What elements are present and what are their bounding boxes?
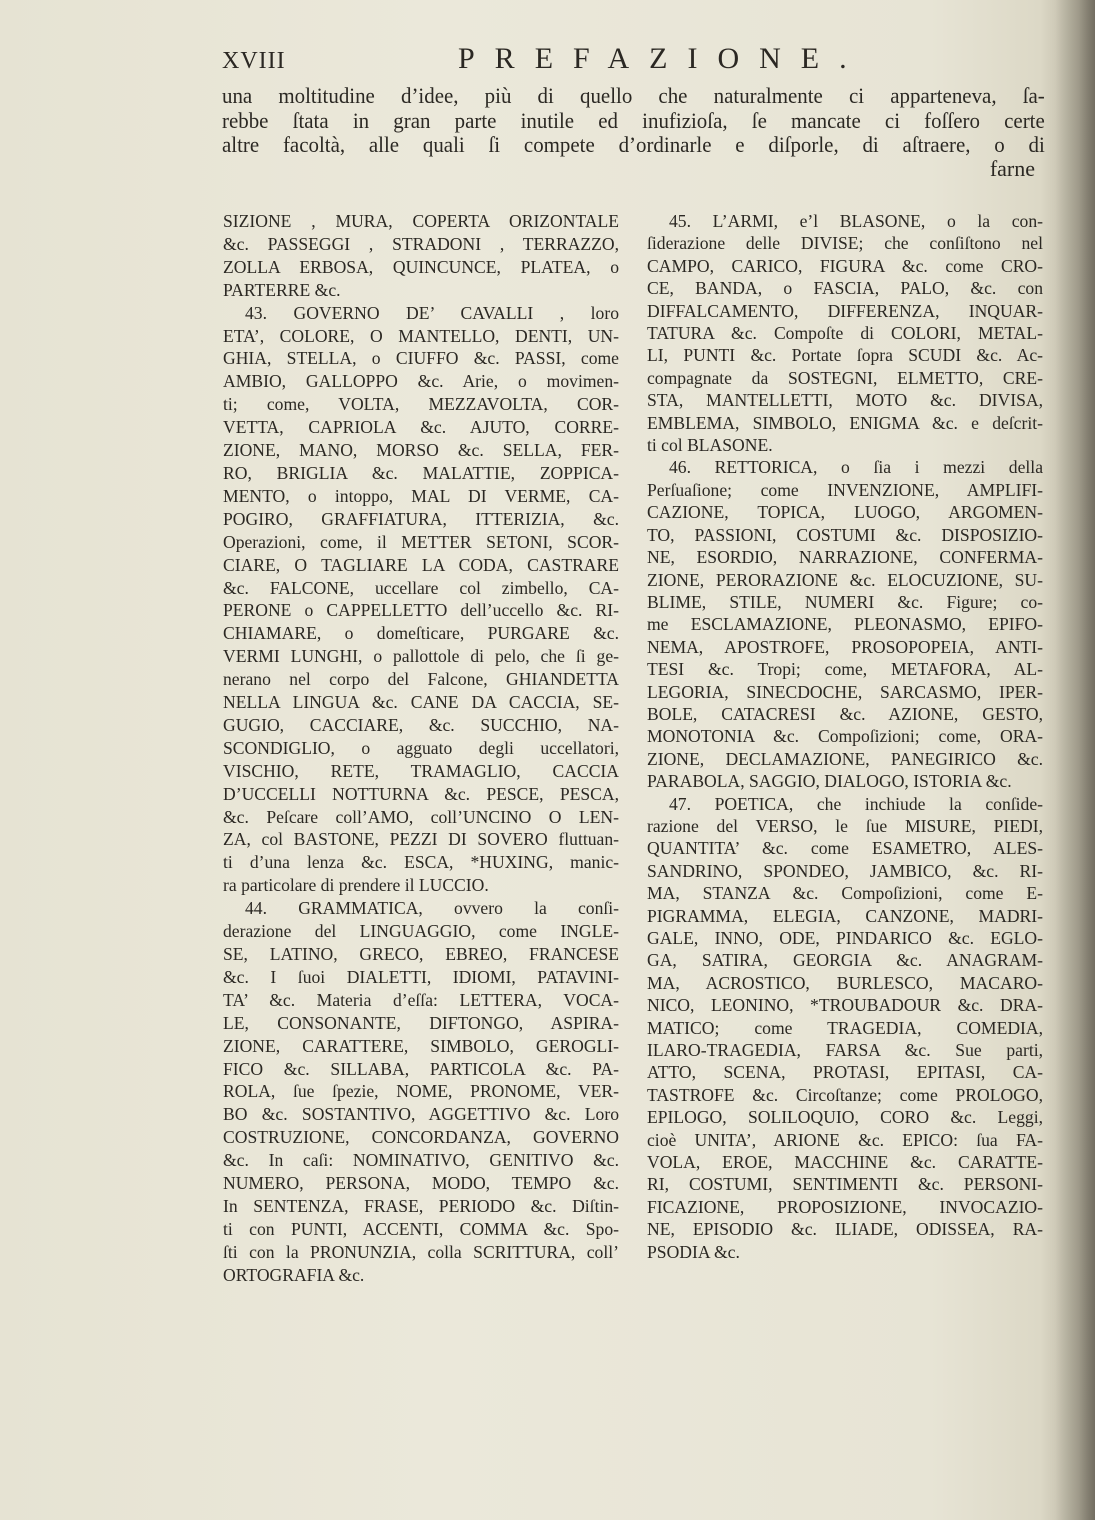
text-line: VISCHIO, RETE, TRAMAGLIO, CACCIA (223, 760, 619, 781)
text-line: FICAZIONE, PROPOSIZIONE, INVOCAZIO- (647, 1196, 1043, 1217)
text-line: RI, COSTUMI, SENTIMENTI &c. PERSONI- (647, 1174, 1043, 1195)
text-line: ILARO-TRAGEDIA, FARSA &c. Sue parti, (647, 1040, 1043, 1061)
text-line: ZIONE, CARATTERE, SIMBOLO, GEROGLI- (223, 1035, 619, 1056)
text-line: RO, BRIGLIA &c. MALATTIE, ZOPPICA- (223, 462, 619, 483)
right-column (647, 210, 1043, 1263)
text-line: TESI &c. Tropi; come, METAFORA, AL- (647, 659, 1043, 680)
text-line: Perſuaſione; come INVENZIONE, AMPLIFI- (647, 479, 1043, 500)
text-line: &c. FALCONE, uccellare col zimbello, CA- (223, 577, 619, 598)
text-line: ZOLLA ERBOSA, QUINCUNCE, PLATEA, o (223, 256, 619, 277)
text-line: ſti con la PRONUNZIA, colla SCRITTURA, coll’ (223, 1241, 619, 1262)
text-line: ZIONE, PERORAZIONE &c. ELOCUZIONE, SU- (647, 569, 1043, 590)
text-line: ATTO, SCENA, PROTASI, EPITASI, CA- (647, 1062, 1043, 1083)
text-line: CIARE, O TAGLIARE LA CODA, CASTRARE (223, 554, 619, 575)
text-line: CAZIONE, TOPICA, LUOGO, ARGOMEN- (647, 502, 1043, 523)
text-line: cioè UNITA’, ARIONE &c. EPICO: ſua FA- (647, 1129, 1043, 1150)
text-line: &c. PASSEGGI , STRADONI , TERRAZZO, (223, 233, 619, 254)
text-line: SE, LATINO, GRECO, EBREO, FRANCESE (223, 944, 619, 964)
intro-paragraph (222, 83, 1045, 181)
text-line: ZA, col BASTONE, PEZZI DI SOVERO fluttuan- (223, 829, 619, 850)
text-line: MA, STANZA &c. Compoſizioni, come E- (647, 883, 1043, 904)
text-line: ZIONE, DECLAMAZIONE, PANEGIRICO &c. (647, 748, 1043, 769)
page-title: PREFAZIONE. (458, 42, 867, 75)
text-line: SANDRINO, SPONDEO, JAMBICO, &c. RI- (647, 860, 1043, 881)
text-line: ZIONE, MANO, MORSO &c. SELLA, FER- (223, 440, 619, 461)
text-line: 45. L’ARMI, e’l BLASONE, o la con- (669, 211, 1043, 231)
text-line: ORTOGRAFIA &c. (223, 1264, 365, 1285)
text-line: ROLA, ſue ſpezie, NOME, PRONOME, VER- (223, 1081, 619, 1102)
text-line: EMBLEMA, SIMBOLO, ENIGMA &c. e deſcrit- (647, 412, 1043, 433)
text-line: VOLA, EROE, MACCHINE &c. CARATTE- (647, 1152, 1043, 1173)
text-line: NICO, LEONINO, *TROUBADOUR &c. DRA- (647, 995, 1043, 1016)
text-line: Operazioni, come, il METTER SETONI, SCOR- (223, 531, 619, 552)
text-line: TA’ &c. Materia d’eſſa: LETTERA, VOCA- (223, 989, 619, 1010)
text-line: SCONDIGLIO, o agguato degli uccellatori, (223, 737, 619, 758)
text-line: BLIME, STILE, NUMERI &c. Figure; co- (647, 591, 1043, 612)
text-line: ra particolare di prendere il LUCCIO. (223, 875, 489, 896)
text-line: MONOTONIA &c. Compoſizioni; come, ORA- (647, 726, 1043, 747)
text-line: LE, CONSONANTE, DIFTONGO, ASPIRA- (223, 1012, 619, 1033)
text-line: NEMA, APOSTROFE, PROSOPOPEIA, ANTI- (647, 636, 1043, 657)
text-line: PERONE o CAPPELLETTO dell’uccello &c. RI- (223, 600, 619, 621)
intro-line: rebbe ſtata in gran parte inutile ed inufizioſa, ſe mancate ci foſſero certe (222, 107, 1045, 133)
text-line: BO &c. SOSTANTIVO, AGGETTIVO &c. Loro (223, 1104, 619, 1125)
catchword: farne (989, 156, 1035, 181)
text-line: NUMERO, PERSONA, MODO, TEMPO &c. (223, 1173, 619, 1194)
text-line: LEGORIA, SINECDOCHE, SARCASMO, IPER- (647, 681, 1043, 702)
text-line: &c. In caſi: NOMINATIVO, GENITIVO &c. (223, 1150, 619, 1171)
text-line: MATICO; come TRAGEDIA, COMEDIA, (647, 1017, 1043, 1038)
text-line: TATURA &c. Compoſte di COLORI, METAL- (647, 323, 1043, 344)
text-line: PIGRAMMA, ELEGIA, CANZONE, MADRI- (647, 905, 1043, 926)
text-line: MA, ACROSTICO, BURLESCO, MACARO- (647, 972, 1043, 993)
text-line: CE, BANDA, o FASCIA, PALO, &c. con (647, 278, 1043, 299)
text-line: derazione del LINGUAGGIO, come INGLE- (223, 921, 619, 942)
page-number: XVIII (222, 48, 286, 74)
text-line: CHIAMARE, o domeſticare, PURGARE &c. (223, 623, 619, 644)
text-line: STA, MANTELLETTI, MOTO &c. DIVISA, (647, 390, 1043, 411)
text-line: TASTROFE &c. Circoſtanze; come PROLOGO, (647, 1084, 1043, 1105)
text-line: PARABOLA, SAGGIO, DIALOGO, ISTORIA &c. (647, 771, 1012, 792)
text-line: AMBIO, GALLOPPO &c. Arie, o movimen- (223, 371, 619, 392)
text-line: D’UCCELLI NOTTURNA &c. PESCE, PESCA, (223, 783, 619, 804)
text-line: GA, SATIRA, GEORGIA &c. ANAGRAM- (647, 950, 1043, 971)
intro-line: una moltitudine d’idee, più di quello che naturalmente ci apparteneva, ſa- (222, 83, 1045, 108)
text-line: ti con PUNTI, ACCENTI, COMMA &c. Spo- (223, 1218, 619, 1239)
text-line: In SENTENZA, FRASE, PERIODO &c. Diſtin- (223, 1195, 619, 1216)
text-line: QUANTITA’ &c. come ESAMETRO, ALES- (647, 838, 1043, 859)
text-line: GHIA, STELLA, o CIUFFO &c. PASSI, come (223, 348, 619, 369)
text-line: CAMPO, CARICO, FIGURA &c. come CRO- (647, 255, 1043, 276)
text-line: MENTO, o intoppo, MAL DI VERME, CA- (223, 485, 619, 506)
text-line: compagnate da SOSTEGNI, ELMETTO, CRE- (647, 367, 1043, 388)
text-line: DIFFALCAMENTO, DIFFERENZA, INQUAR- (647, 300, 1043, 321)
text-line: razione del VERSO, le ſue MISURE, PIEDI, (647, 815, 1043, 836)
text-line: 44. GRAMMATICA, ovvero la conſi- (245, 898, 619, 919)
text-line: COSTRUZIONE, CONCORDANZA, GOVERNO (223, 1127, 619, 1148)
text-line: POGIRO, GRAFFIATURA, ITTERIZIA, &c. (223, 508, 619, 529)
text-line: FICO &c. SILLABA, PARTICOLA &c. PA- (223, 1058, 619, 1079)
text-line: LI, PUNTI &c. Portate ſopra SCUDI &c. Ac- (647, 345, 1043, 366)
text-line: ti; come, VOLTA, MEZZAVOLTA, COR- (223, 394, 619, 415)
text-line: TO, PASSIONI, COSTUMI &c. DISPOSIZIO- (647, 524, 1043, 545)
text-line: 43. GOVERNO DE’ CAVALLI , loro (245, 302, 619, 323)
text-line: &c. I ſuoi DIALETTI, IDIOMI, PATAVINI- (223, 966, 619, 987)
text-line: ſiderazione delle DIVISE; che conſiſtono nel (647, 233, 1043, 254)
text-line: nerano nel corpo del Falcone, GHIANDETTA (223, 669, 619, 690)
text-line: GALE, INNO, ODE, PINDARICO &c. EGLO- (647, 928, 1043, 948)
text-line: me ESCLAMAZIONE, PLEONASMO, EPIFO- (647, 614, 1043, 635)
text-line: EPILOGO, SOLILOQUIO, CORO &c. Leggi, (647, 1107, 1043, 1128)
text-line: NE, EPISODIO &c. ILIADE, ODISSEA, RA- (647, 1219, 1043, 1240)
text-line: &c. Peſcare coll’AMO, coll’UNCINO O LEN- (223, 806, 619, 827)
text-line: PSODIA &c. (647, 1241, 740, 1262)
text-line: 47. POETICA, che inchiude la conſide- (669, 793, 1043, 814)
text-line: PARTERRE &c. (223, 279, 341, 300)
text-line: ETA’, COLORE, O MANTELLO, DENTI, UN- (223, 325, 619, 346)
text-line: NELLA LINGUA &c. CANE DA CACCIA, SE- (223, 692, 619, 713)
intro-line: altre facoltà, alle quali ſi compete d’ordinarle e diſporle, di aſtraere, o di (222, 132, 1045, 157)
text-line: GUGIO, CACCIARE, &c. SUCCHIO, NA- (223, 714, 619, 735)
text-line: BOLE, CATACRESI &c. AZIONE, GESTO, (647, 703, 1043, 724)
text-line: VERMI LUNGHI, o pallottole di pelo, che ſi ge- (223, 646, 619, 667)
text-line: SIZIONE , MURA, COPERTA ORIZONTALE (223, 211, 619, 231)
text-line: ti d’una lenza &c. ESCA, *HUXING, manic- (223, 852, 619, 873)
left-column (223, 210, 619, 1287)
text-line: NE, ESORDIO, NARRAZIONE, CONFERMA- (647, 547, 1043, 568)
text-line: ti col BLASONE. (647, 435, 773, 456)
text-line: 46. RETTORICA, o ſia i mezzi della (669, 457, 1043, 478)
text-line: VETTA, CAPRIOLA &c. AJUTO, CORRE- (223, 417, 619, 438)
page-edge-shadow (1055, 0, 1095, 1520)
